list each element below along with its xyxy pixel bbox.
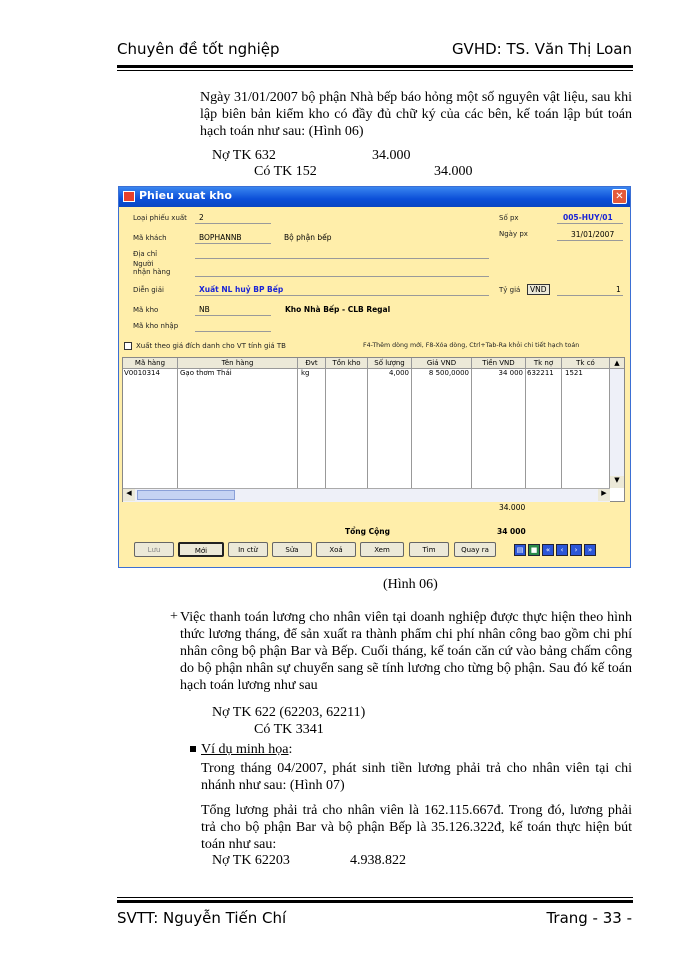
phieu-xuat-kho-window — [118, 186, 631, 568]
entry2-debit-label: Nợ TK 622 (62203, 62211) — [212, 705, 366, 720]
cell-dvt: kg — [301, 369, 310, 377]
figure-caption-06: (Hình 06) — [383, 577, 438, 592]
cell-tien-vnd: 34 000 — [498, 369, 523, 377]
ty-gia-label: Tỷ giá — [499, 286, 521, 294]
paragraph-salary: Việc thanh toán lương cho nhân viên tại doanh nghiệp được thực hiện theo hình thức lương tháng, để sản xuất ra thành phẩm chi phí nhân công bao gồm chi phí nhân công bộ phận Bar và Bếp. Cuối tháng, kế toán căn cứ vào bảng chấm công do bộ phận nhân sự chuyển sang sẽ tính lương cho từng bộ phận. Sau đó kế toán hạch toán lương như sau — [180, 610, 632, 693]
footer-right: Trang - 33 - — [546, 909, 632, 927]
entry1-debit-label: Nợ TK 632 — [212, 148, 276, 163]
last-record-icon[interactable]: » — [584, 544, 596, 556]
scroll-thumb[interactable] — [137, 490, 235, 500]
loai-phieu-value[interactable]: 2 — [199, 213, 204, 222]
first-record-icon[interactable]: « — [542, 544, 554, 556]
ty-gia-currency[interactable]: VND — [527, 284, 550, 295]
detail-grid[interactable] — [122, 357, 625, 502]
subtotal-value: 34.000 — [499, 503, 526, 512]
ma-khach-desc: Bộ phận bếp — [284, 233, 332, 242]
col-dvt[interactable]: Đvt — [298, 358, 326, 369]
window-title: Phieu xuat kho — [139, 189, 232, 202]
xoa-button[interactable]: Xoá — [316, 542, 356, 557]
scroll-down-icon[interactable]: ▼ — [610, 476, 624, 488]
ma-khach-value[interactable]: BOPHANNB — [199, 233, 242, 242]
col-ten-hang[interactable]: Tên hàng — [178, 358, 298, 369]
xem-button[interactable]: Xem — [360, 542, 404, 557]
col-tk-co[interactable]: Tk có — [562, 358, 610, 369]
cell-gia-vnd: 8 500,0000 — [428, 369, 469, 377]
in-chung-tu-button[interactable]: In ctừ — [228, 542, 268, 557]
header-left: Chuyên đề tốt nghiệp — [117, 40, 280, 58]
cell-ma-hang: V0010314 — [124, 369, 160, 377]
paragraph-intro: Ngày 31/01/2007 bộ phận Nhà bếp báo hỏng một số nguyên vật liệu, sau khi lập biên bản kiểm kho có đầy đủ chữ ký của các bên, kế toán lập bút toán hạch toán như sau: (Hình 06) — [200, 90, 632, 139]
moi-button[interactable]: Mới — [178, 542, 224, 557]
quay-ra-button[interactable]: Quay ra — [454, 542, 496, 557]
entry3-debit-amount: 4.938.822 — [350, 853, 406, 868]
footer-rule-thin — [117, 897, 633, 898]
ma-kho-nhap-label: Mã kho nhập — [133, 322, 179, 330]
ma-kho-label: Mã kho — [133, 306, 159, 314]
footer-rule-thick — [117, 900, 633, 903]
scroll-right-icon[interactable]: ▶ — [598, 489, 610, 501]
dien-giai-value[interactable]: Xuất NL huỷ BP Bếp — [199, 285, 284, 294]
paragraph-total-salary: Tổng lương phải trả cho nhân viên là 162.115.667đ. Trong đó, lương phải trả cho bộ phận Bar và bộ phận Bếp là 35.126.322đ, kế toán thực hiện bút toán như sau: — [201, 803, 632, 852]
scroll-left-icon[interactable]: ◀ — [123, 489, 135, 501]
shortcut-hint: F4-Thêm dòng mới, F8-Xóa dòng, Ctrl+Tab-Ra khỏi chi tiết hạch toán — [363, 342, 580, 349]
example-heading: Ví dụ minh họa — [201, 742, 289, 757]
tim-button[interactable]: Tìm — [409, 542, 449, 557]
entry1-credit-label: Có TK 152 — [254, 164, 317, 179]
header-right: GVHD: TS. Văn Thị Loan — [451, 40, 632, 58]
ma-kho-value[interactable]: NB — [199, 305, 210, 314]
window-titlebar[interactable] — [119, 187, 630, 207]
scroll-up-icon[interactable]: ▲ — [610, 358, 624, 369]
col-ton-kho[interactable]: Tồn kho — [326, 358, 368, 369]
col-gia-vnd[interactable]: Giá VND — [412, 358, 472, 369]
entry1-debit-amount: 34.000 — [372, 148, 411, 163]
cell-ten-hang: Gạo thơm Thái — [180, 369, 232, 377]
ty-gia-value[interactable]: 1 — [616, 285, 621, 294]
sua-button[interactable]: Sửa — [272, 542, 312, 557]
nguoi-label-2: nhận hàng — [133, 268, 171, 276]
ma-khach-label: Mã khách — [133, 234, 167, 242]
total-value: 34 000 — [497, 527, 526, 536]
bullet-square-icon — [190, 746, 196, 752]
nguoi-label-1: Người — [133, 260, 154, 268]
total-label: Tổng Cộng — [345, 527, 390, 536]
entry3-debit-label: Nợ TK 62203 — [212, 853, 290, 868]
col-ma-hang[interactable]: Mã hàng — [123, 358, 178, 369]
paragraph-example: Trong tháng 04/2007, phát sinh tiền lương phải trả cho nhân viên tại chi nhánh như sau: (Hình 07) — [201, 761, 632, 793]
entry2-credit-label: Có TK 3341 — [254, 722, 324, 737]
xuat-dich-danh-checkbox[interactable] — [124, 342, 132, 350]
entry1-credit-amount: 34.000 — [434, 164, 473, 179]
close-icon[interactable]: ✕ — [612, 189, 627, 204]
save-disk-icon[interactable]: ■ — [528, 544, 540, 556]
dien-giai-label: Diễn giải — [133, 286, 164, 294]
col-tien-vnd[interactable]: Tiền VND — [472, 358, 526, 369]
footer-left: SVTT: Nguyễn Tiến Chí — [117, 909, 287, 927]
checkbox-label: Xuất theo giá đích danh cho VT tính giá TB — [136, 342, 286, 350]
header-rule-thin — [117, 70, 633, 71]
loai-phieu-label: Loại phiếu xuất — [133, 214, 187, 222]
horizontal-scrollbar[interactable] — [123, 488, 610, 502]
prev-record-icon[interactable]: ‹ — [556, 544, 568, 556]
ma-kho-desc: Kho Nhà Bếp - CLB Regal — [285, 305, 391, 314]
bullet-plus: + — [170, 609, 178, 624]
next-record-icon[interactable]: › — [570, 544, 582, 556]
luu-button[interactable]: Lưu — [134, 542, 174, 557]
col-so-luong[interactable]: Số lượng — [368, 358, 412, 369]
header-rule-thick — [117, 65, 633, 68]
ngay-px-value[interactable]: 31/01/2007 — [571, 230, 615, 239]
col-tk-no[interactable]: Tk nợ — [526, 358, 562, 369]
vertical-scrollbar[interactable] — [610, 369, 624, 476]
example-heading-wrap: Ví dụ minh họa: — [201, 742, 293, 757]
cell-so-luong: 4,000 — [388, 369, 409, 377]
so-px-label: Số px — [499, 214, 519, 222]
app-icon — [123, 191, 135, 202]
table-row[interactable] — [123, 369, 178, 488]
ngay-px-label: Ngày px — [499, 230, 528, 238]
so-px-value[interactable]: 005-HUY/01 — [563, 213, 613, 222]
cell-tk-co: 1521 — [565, 369, 583, 377]
dia-chi-label: Địa chỉ — [133, 250, 158, 258]
print-icon[interactable]: ▤ — [514, 544, 526, 556]
cell-tk-no: 632211 — [527, 369, 554, 377]
